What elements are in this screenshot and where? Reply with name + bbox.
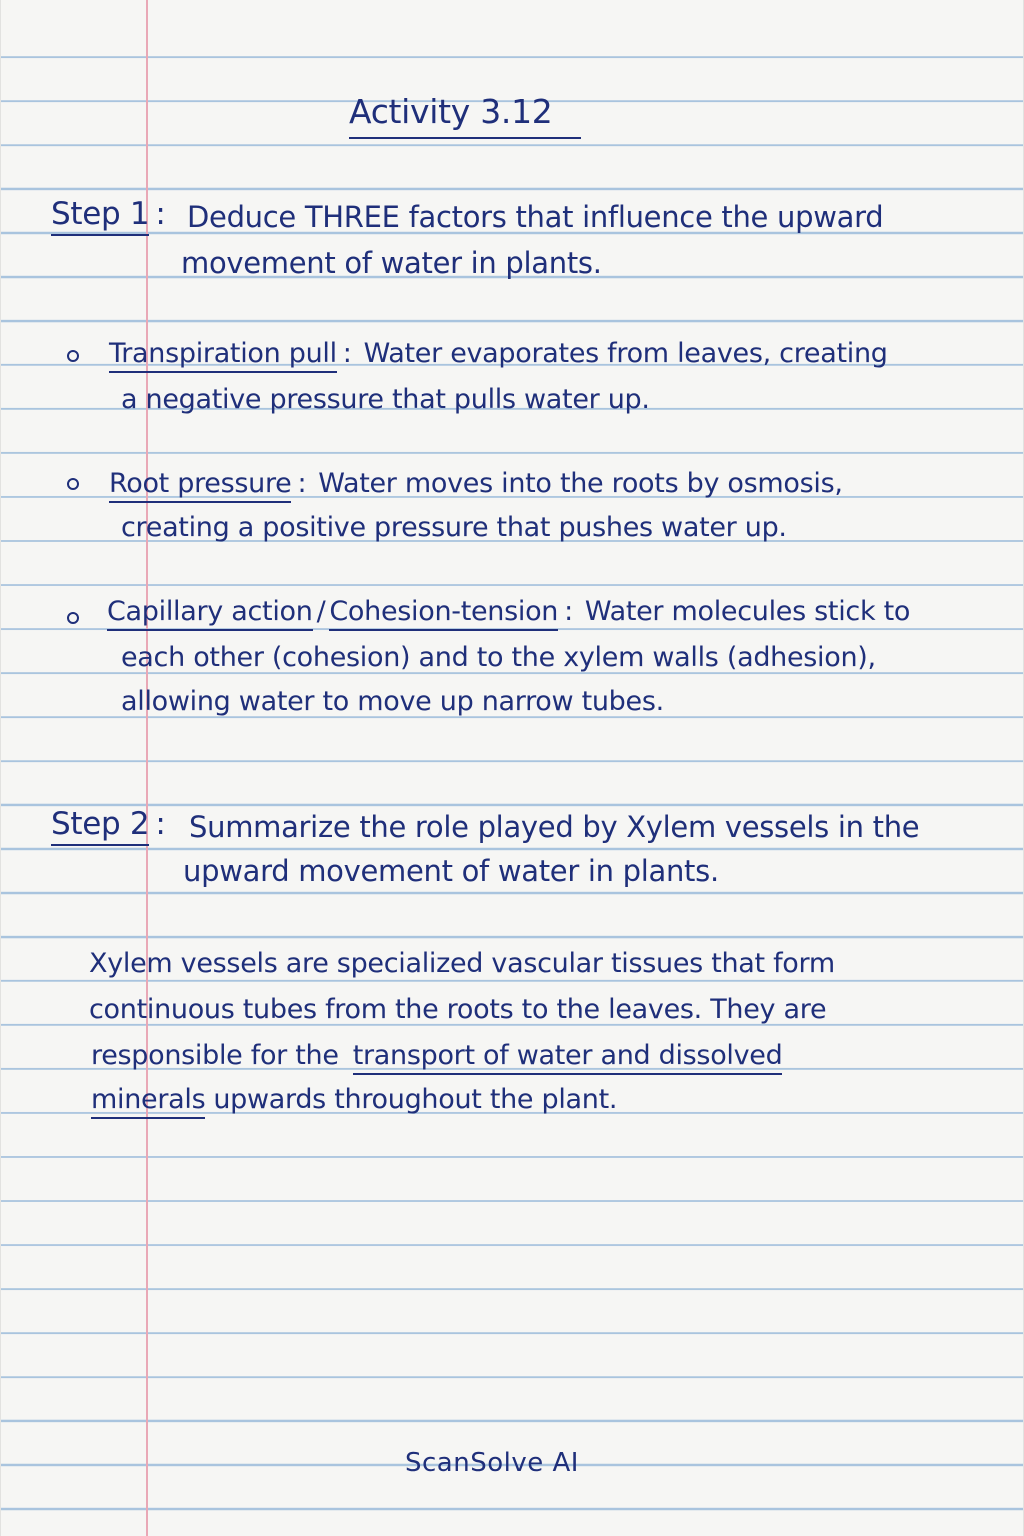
factor-3-term-a: Capillary action [107,596,313,631]
factor-2-line-2: creating a positive pressure that pushes water up. [121,512,787,543]
bullet-icon [67,612,79,624]
answer-line-4-text: upwards throughout the plant. [213,1084,618,1115]
answer-line-4 [91,1084,617,1115]
step2-question-line-2: upward movement of water in plants. [183,854,719,888]
step2-heading [51,806,166,842]
answer-line-3 [91,1040,782,1071]
factor-2-colon: : [297,468,307,499]
factor-2-term: Root pressure [109,468,291,503]
step2-label: Step 2 [51,806,149,846]
footer-brand: ScanSolve AI [405,1448,579,1478]
step1-question-line-1: Deduce THREE factors that influence the upward [187,200,884,234]
factor-3-term-b: Cohesion-tension [329,596,558,631]
step2-colon: : [155,806,166,842]
factor-3-text: Water molecules stick to [584,596,911,627]
bullet-icon [67,478,79,490]
factor-3-colon: : [564,596,573,627]
answer-line-1: Xylem vessels are specialized vascular tissues that form [89,948,835,979]
factor-3-line-3: allowing water to move up narrow tubes. [121,686,664,717]
factor-1-line-1 [109,338,888,369]
answer-underlined-phrase: transport of water and dissolved [353,1040,783,1075]
factor-2-line-1 [109,468,843,499]
page-title: Activity 3.12 [349,92,581,139]
step1-colon: : [155,196,166,232]
factor-1-colon: : [342,338,352,369]
step1-question-line-2: movement of water in plants. [181,246,602,280]
bullet-icon [67,350,79,362]
factor-1-line-2: a negative pressure that pulls water up. [121,384,650,415]
answer-line-3-text: responsible for the [91,1040,339,1071]
step1-label: Step 1 [51,196,149,236]
factor-1-text: Water evaporates from leaves, creating [363,338,888,369]
step2-question-line-1: Summarize the role played by Xylem vessels in the [189,810,920,844]
factor-2-text: Water moves into the roots by osmosis, [318,468,843,499]
factor-3-slash: / [316,596,326,627]
factor-1-term: Transpiration pull [109,338,337,373]
factor-3-line-1 [107,596,910,627]
answer-underlined-word: minerals [91,1084,205,1119]
factor-3-line-2: each other (cohesion) and to the xylem walls (adhesion), [121,642,876,673]
step1-heading [51,196,166,232]
answer-line-2: continuous tubes from the roots to the leaves. They are [89,994,827,1025]
